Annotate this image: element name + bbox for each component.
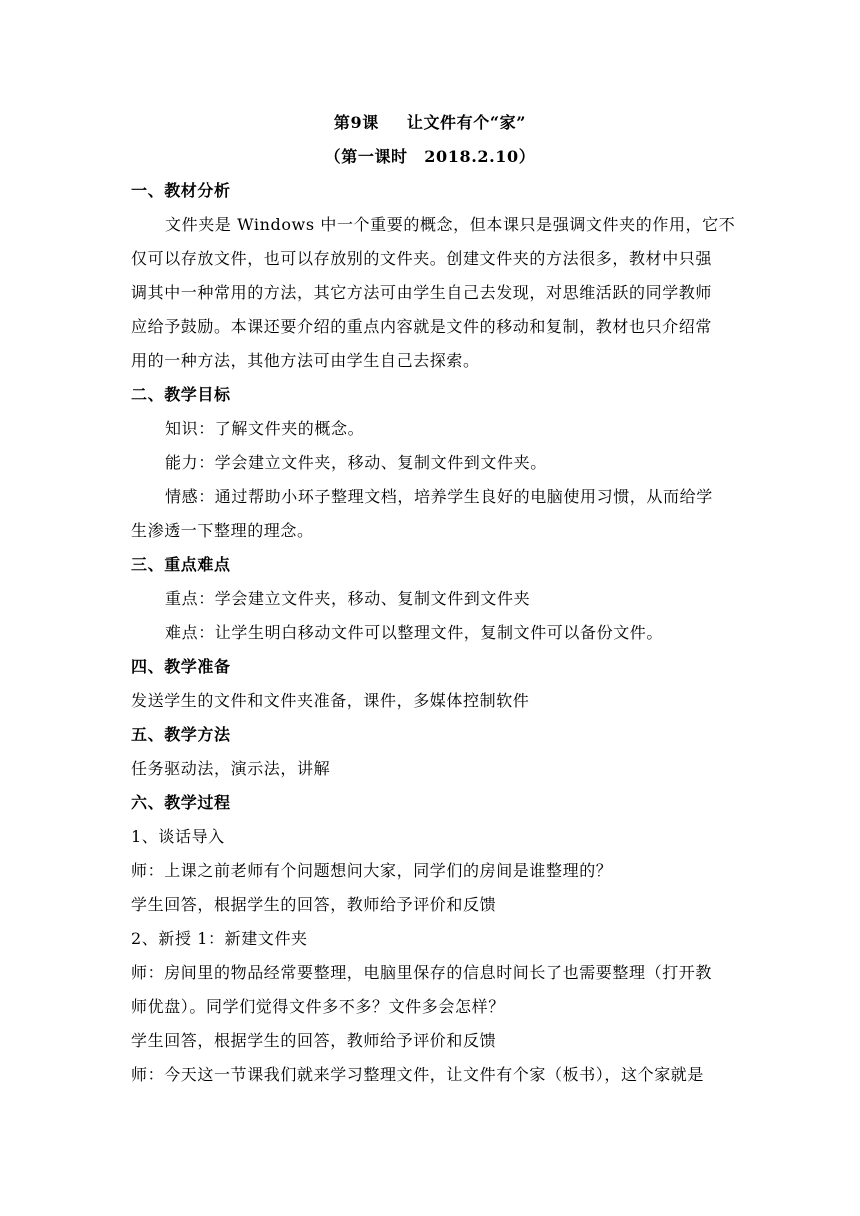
paragraph-line: 情感：通过帮助小环子整理文档，培养学生良好的电脑使用习惯，从而给学 [165,487,713,506]
paragraph-line: 学生回答，根据学生的回答，教师给予评价和反馈 [131,1031,497,1050]
paragraph-line: 生渗透一下整理的理念。 [131,521,314,540]
lesson-name: 让文件有个“家” [406,113,527,132]
paragraph-line: 应给予鼓励。本课还要介绍的重点内容就是文件的移动和复制，教材也只介绍常 [131,317,713,336]
paragraph-line: 难点：让学生明白移动文件可以整理文件，复制文件可以备份文件。 [165,623,664,642]
paragraph-line: 发送学生的文件和文件夹准备，课件，多媒体控制软件 [131,691,530,710]
paragraph-line: 文件夹是 Windows 中一个重要的概念，但本课只是强调文件夹的作用，它不 [165,215,736,234]
section-heading-keypoints: 三、重点难点 [131,555,231,574]
paragraph-line: 师：房间里的物品经常要整理，电脑里保存的信息时间长了也需要整理（打开教 [131,963,713,982]
paragraph-line: 用的一种方法，其他方法可由学生自己去探索。 [131,351,480,370]
section-heading-preparation: 四、教学准备 [131,657,231,676]
lesson-subtitle: （第一课时 2018.2.10） [324,147,536,166]
section-heading-analysis: 一、教材分析 [131,181,231,200]
lesson-title [0,113,860,133]
paragraph-line: 能力：学会建立文件夹，移动、复制文件到文件夹。 [165,453,547,472]
paragraph-line: 1、谈话导入 [131,827,225,846]
paragraph-line: 仅可以存放文件，也可以存放别的文件夹。创建文件夹的方法很多，教材中只强 [131,249,713,268]
section-heading-methods: 五、教学方法 [131,725,231,744]
paragraph-line: 师优盘）。同学们觉得文件多不多？文件多会怎样？ [131,997,505,1016]
paragraph-line: 知识：了解文件夹的概念。 [165,419,365,438]
paragraph-line: 学生回答，根据学生的回答，教师给予评价和反馈 [131,895,497,914]
lesson-number: 第9课 [333,113,379,132]
paragraph-line: 师：今天这一节课我们就来学习整理文件，让文件有个家（板书），这个家就是 [131,1065,705,1084]
paragraph-line: 重点：学会建立文件夹，移动、复制文件到文件夹 [165,589,531,608]
paragraph-line: 调其中一种常用的方法，其它方法可由学生自己去发现，对思维活跃的同学教师 [131,283,713,302]
section-heading-process: 六、教学过程 [131,793,231,812]
paragraph-line: 2、新授 1：新建文件夹 [131,929,308,948]
paragraph-line: 师：上课之前老师有个问题想问大家，同学们的房间是谁整理的？ [131,861,613,880]
paragraph-line: 任务驱动法，演示法，讲解 [131,759,331,778]
section-heading-objectives: 二、教学目标 [131,385,231,404]
